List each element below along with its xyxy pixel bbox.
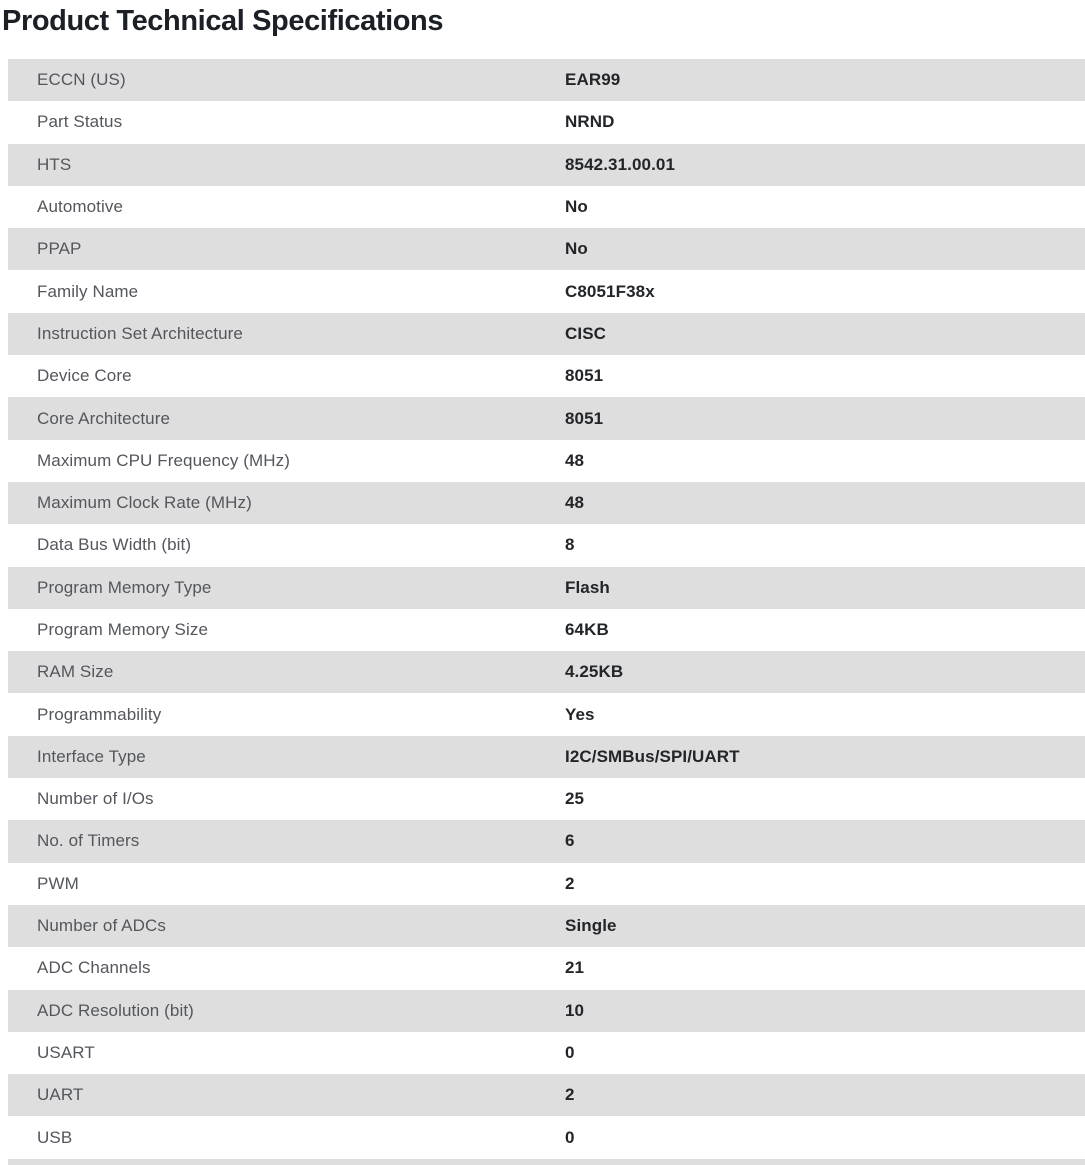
spec-value: 8542.31.00.01 <box>565 154 676 174</box>
spec-row <box>8 59 1085 101</box>
spec-value: C8051F38x <box>565 281 655 301</box>
spec-row <box>8 101 1085 143</box>
spec-value: 2 <box>565 873 575 893</box>
spec-label: Interface Type <box>37 746 146 766</box>
spec-row <box>8 778 1085 820</box>
spec-row <box>8 820 1085 862</box>
spec-row <box>8 524 1085 566</box>
spec-value: 4.25KB <box>565 662 624 682</box>
spec-row <box>8 736 1085 778</box>
spec-value: I2C/SMBus/SPI/UART <box>565 746 740 766</box>
spec-row <box>8 693 1085 735</box>
spec-row <box>8 567 1085 609</box>
spec-value: 8051 <box>565 408 604 428</box>
spec-row <box>8 270 1085 312</box>
spec-label: No. of Timers <box>37 831 140 851</box>
spec-value: 0 <box>565 1127 575 1147</box>
spec-value: 25 <box>565 789 585 809</box>
spec-value: 8 <box>565 535 575 555</box>
spec-row <box>8 186 1085 228</box>
spec-value: No <box>565 197 588 217</box>
spec-row <box>8 144 1085 186</box>
spec-value: Single <box>565 916 617 936</box>
spec-value: 2 <box>565 1085 575 1105</box>
spec-label: Program Memory Size <box>37 620 208 639</box>
spec-label: Part Status <box>37 112 123 132</box>
spec-label: Instruction Set Architecture <box>37 323 243 343</box>
spec-label: Data Bus Width (bit) <box>37 535 192 555</box>
spec-row <box>8 440 1085 482</box>
spec-row <box>8 482 1085 524</box>
spec-label: ECCN (US) <box>37 70 126 90</box>
spec-row <box>8 947 1085 989</box>
spec-value: 8051 <box>565 366 604 386</box>
spec-value: 10 <box>565 1000 585 1020</box>
spec-label: Number of ADCs <box>37 916 166 936</box>
spec-label: PWM <box>37 873 79 893</box>
spec-label: PPAP <box>37 239 82 259</box>
spec-row <box>8 397 1085 439</box>
spec-label: Device Core <box>37 366 132 386</box>
spec-label: Number of I/Os <box>37 789 154 809</box>
spec-row <box>8 651 1085 693</box>
spec-label: Core Architecture <box>37 408 171 428</box>
spec-value: Yes <box>565 704 595 724</box>
spec-table <box>8 59 1085 1165</box>
spec-label: RAM Size <box>37 662 114 682</box>
spec-label: USART <box>37 1042 95 1062</box>
spec-row <box>8 313 1085 355</box>
spec-value: 64KB <box>565 620 609 639</box>
spec-row <box>8 990 1085 1032</box>
spec-row <box>8 609 1085 651</box>
page-title: Product Technical Specifications <box>2 5 444 37</box>
spec-label: Family Name <box>37 281 139 301</box>
spec-row <box>8 355 1085 397</box>
spec-value: 21 <box>565 958 585 978</box>
spec-label: Maximum Clock Rate (MHz) <box>37 493 252 513</box>
spec-label: ADC Channels <box>37 958 151 978</box>
spec-value: CISC <box>565 323 607 343</box>
spec-row <box>8 863 1085 905</box>
spec-label: Program Memory Type <box>37 577 212 597</box>
spec-label: Programmability <box>37 704 162 724</box>
spec-row <box>8 1074 1085 1116</box>
spec-row <box>8 228 1085 270</box>
spec-value: EAR99 <box>565 70 621 90</box>
spec-row <box>8 905 1085 947</box>
spec-value: NRND <box>565 112 615 132</box>
spec-value: No <box>565 239 588 259</box>
spec-value: 0 <box>565 1042 575 1062</box>
spec-label: ADC Resolution (bit) <box>37 1000 194 1020</box>
spec-label: UART <box>37 1085 84 1105</box>
spec-label: Automotive <box>37 197 124 217</box>
spec-value: 48 <box>565 450 585 470</box>
spec-value: 48 <box>565 493 585 513</box>
spec-row <box>8 1116 1085 1158</box>
spec-label: USB <box>37 1127 73 1147</box>
spec-row <box>8 1032 1085 1074</box>
spec-label: Maximum CPU Frequency (MHz) <box>37 450 291 470</box>
spec-label: HTS <box>37 154 72 174</box>
spec-value: Flash <box>565 577 610 597</box>
spec-value: 6 <box>565 831 575 851</box>
